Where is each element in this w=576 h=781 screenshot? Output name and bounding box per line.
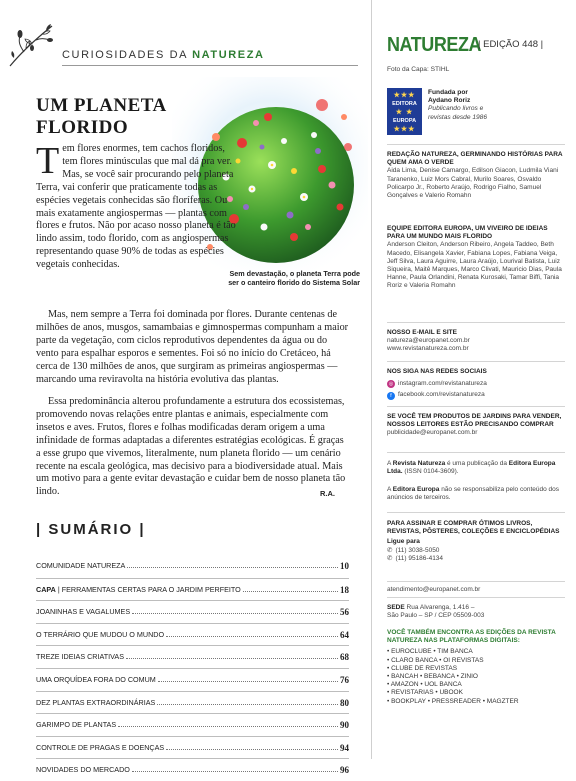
column-divider	[371, 0, 372, 759]
vender-title: SE VOCÊ TEM PRODUTOS DE JARDINS PARA VENDER, NOSSOS LEITORES ESTÃO PRECISANDO COMPRAR	[387, 413, 562, 429]
phone-number[interactable]: (11) 3038-5050	[395, 546, 440, 554]
divider	[387, 144, 565, 145]
toc-item[interactable]	[36, 713, 349, 736]
vender-block	[387, 413, 565, 438]
divider	[387, 452, 565, 453]
equipe-names: Anderson Cleiton, Anderson Ribeiro, Angela Taddeo, Beth Macedo, Elisangela Xavier, Fabiana Lopes, Fabiana Veiga, Jeff Silva, Laura Aguirre, Laura Araújo, Lourival Batista, Luiz Siqueira, Maitê Marques, Marco Clivati, Mauricio Dias, Paula Hanne, Paula Orlandini, Renata Kurosaki, Tamar Biffi, Tania Roriz e Valeria Romahn	[387, 241, 562, 290]
toc-item-label: COMUNIDADE NATUREZA	[36, 561, 126, 570]
toc-item[interactable]	[36, 691, 349, 714]
toc-item-label: TREZE IDEIAS CRIATIVAS	[36, 652, 124, 662]
platform-line: • BOOKPLAY • PRESSREADER • MAGZTER	[387, 697, 519, 705]
platforms-block	[387, 629, 565, 706]
platform-line: • AMAZON • UOL BANCA	[387, 681, 462, 689]
vender-email[interactable]: publicidade@europanet.com.br	[387, 429, 478, 437]
toc-item-label: NOVIDADES DO MERCADO	[36, 765, 130, 775]
phone-icon: ✆	[387, 546, 393, 554]
toc-item-page: 56	[340, 607, 349, 618]
address-block: SEDE Rua Alvarenga, 1.416 – São Paulo – SP / CEP 05509-003	[387, 604, 485, 620]
whatsapp-number[interactable]: (11) 95186-4134	[395, 554, 444, 562]
edition-number: | EDIÇÃO 448 |	[478, 39, 544, 50]
toc-item-label: JOANINHAS E VAGALUMES	[36, 607, 131, 617]
olive-branch-illustration	[6, 18, 58, 70]
social-block	[387, 368, 565, 400]
platform-line: • CLUBE DE REVISTAS	[387, 664, 458, 672]
whatsapp-icon: ✆	[387, 554, 393, 562]
toc-item-label: GARIMPO DE PLANTAS	[36, 720, 117, 730]
divider	[387, 581, 565, 582]
table-of-contents	[36, 555, 349, 781]
divider	[387, 597, 565, 598]
toc-item-page: 94	[340, 742, 349, 753]
equipe-title: EQUIPE EDITORA EUROPA, UM VIVEIRO DE IDEIAS PARA UM MUNDO MAIS FLORIDO	[387, 225, 548, 241]
platform-line: • EUROCLUBE • TIM BANCA	[387, 648, 473, 656]
subscribe-block	[387, 520, 565, 563]
toc-item-label: DEZ PLANTAS EXTRAORDINÁRIAS	[36, 697, 156, 707]
toc-item-page: 90	[340, 720, 349, 731]
toc-item[interactable]	[36, 600, 349, 623]
redacao-block	[387, 151, 565, 200]
toc-item-page: 68	[340, 652, 349, 663]
toc-item-prefix: CAPA	[36, 584, 56, 594]
redacao-title: REDAÇÃO NATUREZA, GERMINANDO HISTÓRIAS PARA QUEM AMA O VERDE	[387, 151, 563, 167]
toc-item[interactable]	[36, 623, 349, 646]
redacao-names: Aida Lima, Denise Camargo, Edilson Giacon, Ludmila Viani Taranenko, Luiz Mors Cabral, Murilo Soares, Osvaldo Policarpo Jr., Roberto Araújo, Rodrigo Fialho, Samuel Gonçalves e Valerio Romahn	[387, 167, 559, 200]
toc-item[interactable]	[36, 736, 349, 759]
instagram-icon: ◎	[388, 381, 394, 388]
platform-line: • BANCAH • BEBANCA • ZINIO	[387, 673, 478, 681]
platforms-title: VOCÊ TAMBÉM ENCONTRA AS EDIÇÕES DA REVISTA NATUREZA NAS PLATAFORMAS DIGITAIS:	[387, 629, 556, 645]
toc-item-label: UMA ORQUÍDEA FORA DO COMUM	[36, 674, 156, 684]
toc-item-page: 10	[340, 561, 349, 571]
facebook-icon: f	[387, 392, 395, 400]
responsibility-note: A Editora Europa não se responsabiliza pelo conteúdo dos anúncios de terceiros.	[387, 486, 560, 502]
founder-note: Fundada por Aydano Roriz Publicando livros e revistas desde 1986	[428, 89, 488, 121]
toc-item[interactable]	[36, 668, 349, 691]
call-label: Ligue para	[387, 538, 420, 546]
email-title: NOSSO E-MAIL E SITE	[387, 329, 457, 336]
toc-item-page: 96	[340, 765, 349, 776]
image-caption: Sem devastação, o planeta Terra pode ser o canteiro florido do Sistema Solar	[228, 269, 360, 287]
kicker-part-b: NATUREZA	[192, 49, 265, 61]
editora-europa-logo: ★★★ EDITORA ★ ★ EUROPA ★★★	[387, 88, 422, 135]
divider	[387, 322, 565, 323]
paragraph-1-text: em flores enormes, tem cachos floridos, tem flores minúsculas que mal dá pra ver. Mas, se você sair procurando pelo planeta Terra, vai conferir que praticamente todas as espécies vegetais conhecidas são floríferas. Ou mais exatamente angiospermas — plantas com flores e frutos. Não por acaso nosso planeta é tão lindo assim, todo florido, com as angiospermas representando quase 90% de todas as espécies vegetais conhecidas.	[36, 143, 236, 271]
toc-item[interactable]	[36, 578, 349, 601]
toc-item-page: 76	[340, 674, 349, 685]
instagram-link[interactable]: instagram.com/revistanatureza	[398, 380, 487, 388]
section-kicker	[62, 49, 265, 61]
toc-item-page: 80	[340, 697, 349, 708]
author-signature: R.A.	[320, 489, 335, 498]
toc-item-page: 64	[340, 629, 349, 640]
toc-item-page: 18	[340, 584, 349, 595]
site-link[interactable]: www.revistanatureza.com.br	[387, 345, 469, 353]
social-title: NOS SIGA NAS REDES SOCIAIS	[387, 368, 487, 375]
divider	[387, 512, 565, 513]
divider	[387, 361, 565, 362]
support-email[interactable]: atendimento@europanet.com.br	[387, 586, 481, 593]
toc-item[interactable]	[36, 758, 349, 781]
publication-note: A Revista Natureza é uma publicação da Editora Europa Ltda. (ISSN 0104-3609).	[387, 460, 556, 476]
toc-title: | SUMÁRIO |	[36, 521, 146, 538]
platform-line: • REVISTARIAS • UBOOK	[387, 689, 463, 697]
kicker-part-a: CURIOSIDADES DA	[62, 49, 193, 61]
cover-credit: Foto da Capa: STIHL	[387, 66, 450, 73]
toc-item-label: | FERRAMENTAS CERTAS PARA O JARDIM PERFEITO	[55, 584, 241, 594]
platform-line: • CLARO BANCA • OI REVISTAS	[387, 656, 484, 664]
facebook-link[interactable]: facebook.com/revistanatureza	[398, 391, 485, 399]
drop-cap: T	[36, 140, 60, 182]
kicker-rule	[62, 65, 358, 66]
paragraph-2: Mas, nem sempre a Terra foi dominada por flores. Durante centenas de milhões de anos, musgos, samambaias e gimnospermas compunham a maior parte da vegetação, com ciclos reprodutivos dependentes da água ou do vento para espalhar esporos e sementes. Foi só no início do Cretáceo, há cerca de 130 milhões de anos, que surgiram as primeiras angiospermas — marcando uma reviravolta na história evolutiva das plantas.	[36, 309, 349, 385]
toc-item-label: O TERRÁRIO QUE MUDOU O MUNDO	[36, 629, 165, 639]
equipe-block	[387, 225, 565, 291]
paragraph-1	[36, 140, 236, 272]
email-link[interactable]: natureza@europanet.com.br	[387, 337, 470, 345]
toc-item-label: CONTROLE DE PRAGAS E DOENÇAS	[36, 742, 165, 752]
subscribe-title: PARA ASSINAR E COMPRAR ÓTIMOS LIVROS, REVISTAS, PÔSTERES, COLEÇÕES E ENCICLOPÉDIAS	[387, 520, 560, 536]
divider	[387, 406, 565, 407]
article-title: UM PLANETA FLORIDO	[36, 95, 166, 138]
email-block	[387, 329, 565, 354]
toc-item[interactable]	[36, 645, 349, 668]
magazine-logo: NATUREZA	[387, 34, 482, 56]
paragraph-3: Essa predominância alterou profundamente a estrutura dos ecossistemas, promovendo novas relações entre plantas e animais, especialmente com insetos e aves. Frutos, flores e folhas modificadas deram origem a uma infinidade de formas adaptadas a diferentes estratégias ecológicas. É graças a esse grupo que vivemos, literalmente, num planeta florido — um cenário recente na escala geológica, mas decisivo para a biodiversidade atual. Mais um motivo para a gente evitar devastação e cuidar bem de nosso planeta tão lindo.	[36, 396, 346, 498]
toc-item[interactable]	[36, 555, 349, 578]
